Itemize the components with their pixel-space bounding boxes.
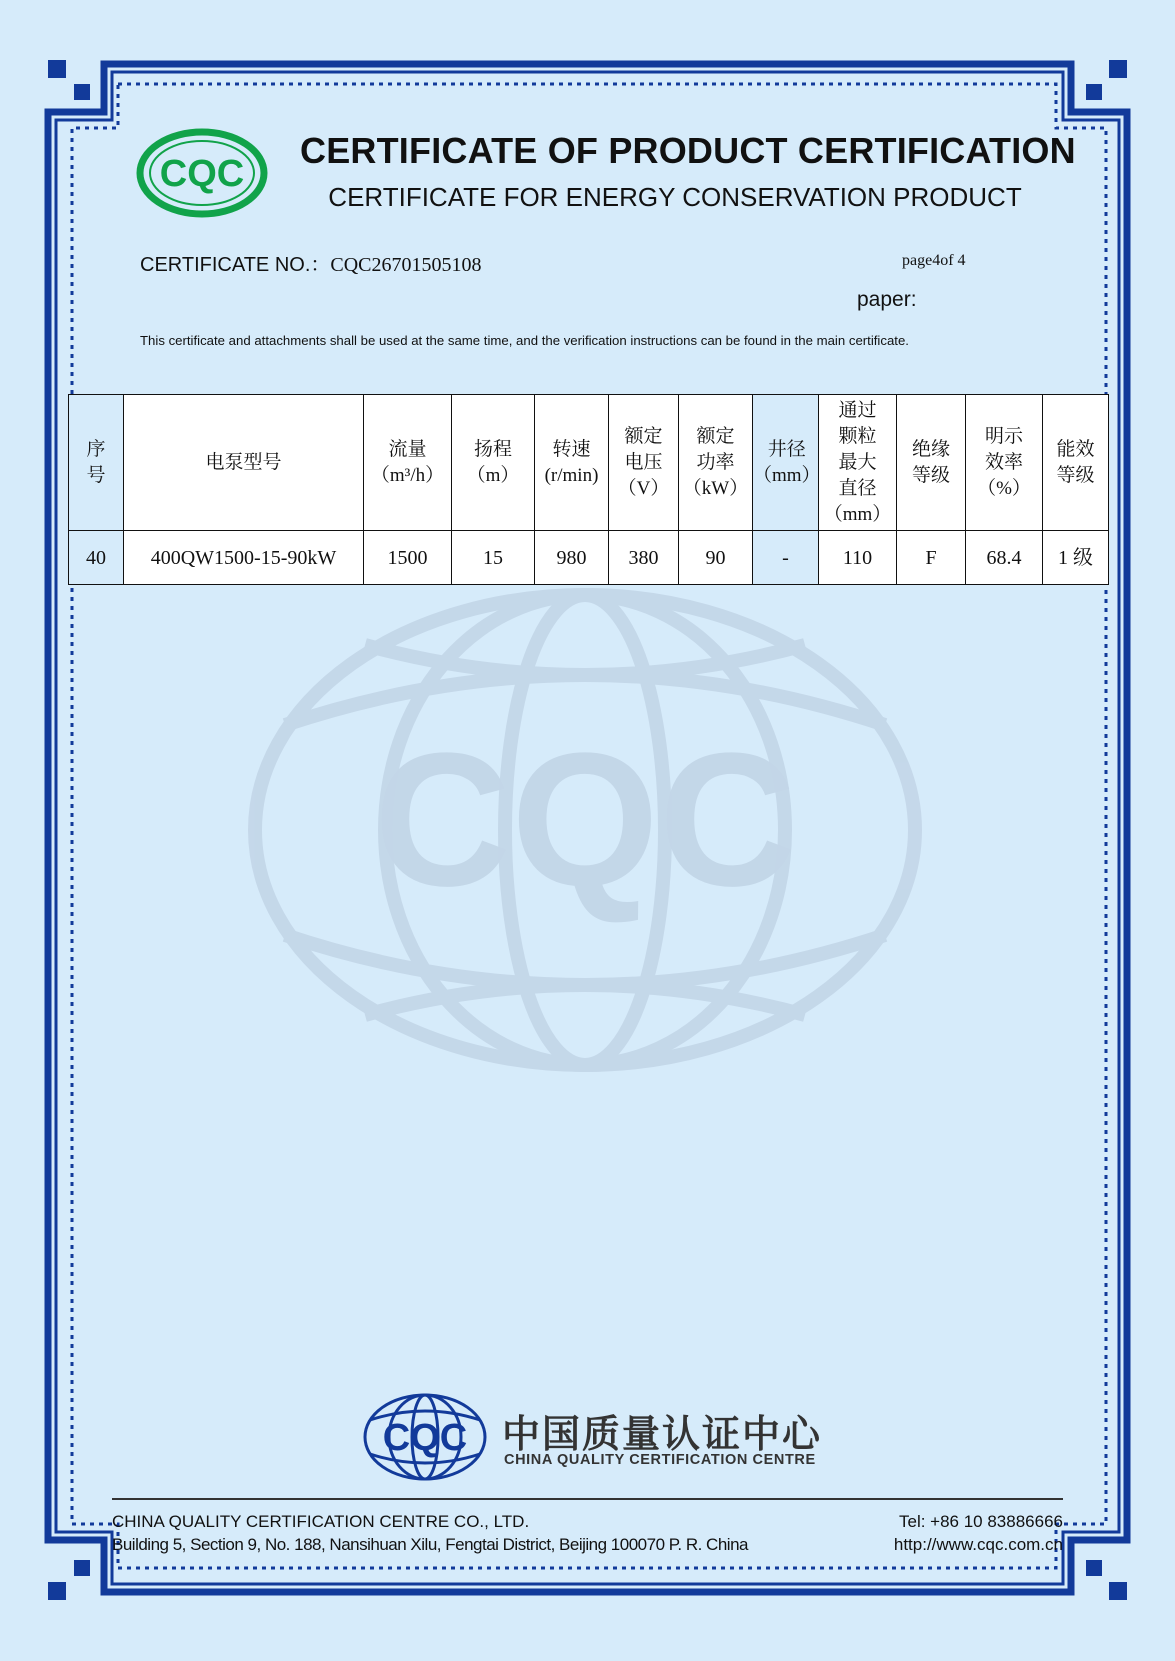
table-cell: 380 xyxy=(609,531,679,585)
svg-text:CQC: CQC xyxy=(373,714,797,926)
table-cell: F xyxy=(897,531,966,585)
certificate-note: This certificate and attachments shall be used at the same time, and the verification instructions can be found in the main certificate. xyxy=(140,333,909,348)
column-header: 绝缘 等级 xyxy=(897,395,966,531)
certificate-number: CQC26701505108 xyxy=(330,254,482,276)
certificate-number-label: CERTIFICATE NO.： xyxy=(140,254,331,276)
column-header: 扬程 （m） xyxy=(452,395,535,531)
cqc-watermark-globe xyxy=(245,585,925,1075)
table-cell: - xyxy=(753,531,819,585)
paper-label: paper: xyxy=(857,288,917,311)
table-cell: 1 级 xyxy=(1043,531,1109,585)
svg-text:CQC: CQC xyxy=(159,153,245,195)
table-row xyxy=(69,531,1109,585)
column-header: 电泵型号 xyxy=(124,395,364,531)
table-cell: 980 xyxy=(535,531,609,585)
column-header: 通过 颗粒 最大 直径 （mm） xyxy=(819,395,897,531)
column-header: 额定 功率 （kW） xyxy=(679,395,753,531)
table-cell: 110 xyxy=(819,531,897,585)
footer-website-link[interactable]: http://www.cqc.com.cn xyxy=(893,1535,1063,1554)
product-spec-table xyxy=(68,394,1109,585)
table-cell: 15 xyxy=(452,531,535,585)
footer-divider xyxy=(112,1498,1063,1500)
footer-phone: Tel: +86 10 83886666 xyxy=(898,1512,1063,1531)
svg-text:CQC: CQC xyxy=(382,1417,468,1459)
column-header: 序 号 xyxy=(69,395,124,531)
column-header: 明示 效率 （%） xyxy=(966,395,1043,531)
cqc-logo xyxy=(136,128,268,218)
footer-company: CHINA QUALITY CERTIFICATION CENTRE CO., LTD. xyxy=(112,1512,530,1531)
table-cell: 400QW1500-15-90kW xyxy=(124,531,364,585)
certificate-subtitle: CERTIFICATE FOR ENERGY CONSERVATION PRODUCT xyxy=(328,182,1022,212)
organization-name-cn: 中国质量认证中心 xyxy=(502,1414,823,1456)
column-header: 井径 （mm） xyxy=(753,395,819,531)
page-indicator: page4of 4 xyxy=(902,252,966,269)
table-header-row xyxy=(69,395,1109,531)
table-cell: 40 xyxy=(69,531,124,585)
column-header: 转速 (r/min) xyxy=(535,395,609,531)
footer-address: Building 5, Section 9, No. 188, Nansihuan Xilu, Fengtai District, Beijing 100070 P. R. China xyxy=(112,1535,748,1554)
organization-name-en: CHINA QUALITY CERTIFICATION CENTRE xyxy=(504,1452,816,1468)
table-cell: 90 xyxy=(679,531,753,585)
column-header: 能效 等级 xyxy=(1043,395,1109,531)
cqc-globe-logo xyxy=(362,1392,488,1482)
column-header: 流量 （m³/h） xyxy=(364,395,452,531)
column-header: 额定 电压 （V） xyxy=(609,395,679,531)
table-cell: 1500 xyxy=(364,531,452,585)
table-cell: 68.4 xyxy=(966,531,1043,585)
certificate-number-line xyxy=(140,248,482,277)
certificate-title: CERTIFICATE OF PRODUCT CERTIFICATION xyxy=(300,130,1076,171)
